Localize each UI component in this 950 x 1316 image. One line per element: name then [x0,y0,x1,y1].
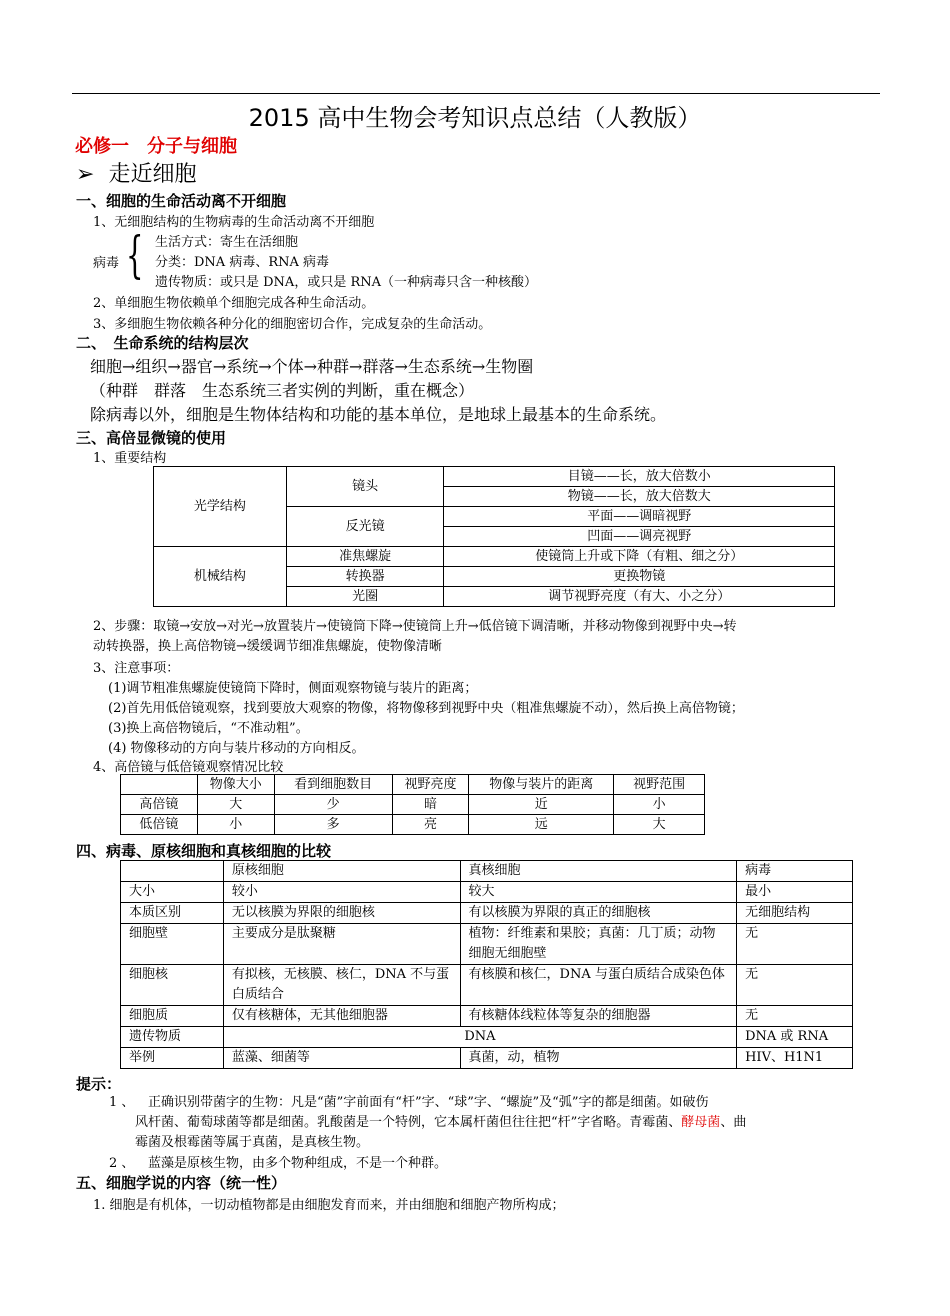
arrow-bullet-icon: ➢ [76,162,95,187]
nosepiece-desc-cell: 更换物镜 [444,567,835,587]
section-1-heading: 一、细胞的生命活动离不开细胞 [76,192,287,210]
section-5-heading: 五、细胞学说的内容（统一性） [76,1174,287,1192]
tip-2-line: 蓝藻是原核生物，由多个物种组成，不是一个种群。 [148,1156,448,1171]
table-row [121,924,853,965]
focus-knob-desc-cell: 使镜筒上升或下降（有粗、细之分） [444,547,835,567]
table-cell: 小 [197,815,274,835]
table-cell: 无 [737,1006,853,1027]
compare-header-distance: 物像与装片的距离 [469,775,614,795]
aperture-desc-cell: 调节视野亮度（有大、小之分） [444,587,835,607]
table-row [121,795,705,815]
table-row [121,1048,853,1069]
table-cell: 最小 [737,882,853,903]
table-cell: 真菌，动，植物 [460,1048,737,1069]
table-cell: 远 [469,815,614,835]
compare-header-image-size: 物像大小 [197,775,274,795]
table-row [121,965,853,1006]
row-label: 大小 [121,882,224,903]
cmp-header-blank [121,861,224,882]
magnification-compare-table [120,774,705,835]
focus-knob-cell: 准焦螺旋 [286,547,444,567]
concave-mirror-cell: 凹面——调亮视野 [444,527,835,547]
tip-1-line-2 [135,1111,746,1130]
table-cell: 无 [737,965,853,1006]
section-4-heading: 四、病毒、原核细胞和真核细胞的比较 [76,842,332,860]
table-cell: 有以核膜为界限的真正的细胞核 [460,903,737,924]
table-cell: 较小 [223,882,460,903]
note-4: (4) 物像移动的方向与装片移动的方向相反。 [108,741,365,756]
table-cell: 有核膜和核仁，DNA 与蛋白质结合成染色体 [460,965,737,1006]
section-2-heading: 二、 生命系统的结构层次 [76,334,249,352]
virus-line-1: 生活方式：寄生在活细胞 [155,235,299,250]
note-3: (3)换上高倍物镜后，“不准动粗”。 [108,721,309,736]
section-3-heading: 三、高倍显微镜的使用 [76,429,227,447]
table-row [121,815,705,835]
flat-mirror-cell: 平面——调暗视野 [444,507,835,527]
module-heading: 必修一 分子与细胞 [75,136,237,157]
section-3-p1: 1、重要结构 [93,451,167,466]
optical-structure-cell: 光学结构 [154,467,287,547]
curly-brace-icon: { [126,226,144,284]
steps-line-2: 动转换器，换上高倍物镜→缓缓调节细准焦螺旋，使物像清晰 [93,639,442,654]
table-cell: 较大 [460,882,737,903]
hierarchy-note: （种群 群落 生态系统三者实例的判断，重在概念） [90,381,475,400]
hierarchy-levels: 细胞→组织→器官→系统→个体→种群→群落→生态系统→生物圈 [90,357,534,376]
row-label-high: 高倍镜 [121,795,198,815]
table-cell: 仅有核糖体，无其他细胞器 [223,1006,460,1027]
yeast-highlight: 酵母菌 [681,1115,721,1130]
table-cell: 主要成分是肽聚糖 [223,924,460,965]
note-2: (2)首先用低倍镜观察，找到要放大观察的物像，将物像移到视野中央（粗准焦螺旋不动），然后换上高倍物镜； [108,701,744,716]
row-label: 本质区别 [121,903,224,924]
cmp-header-virus: 病毒 [737,861,853,882]
table-row [121,903,853,924]
cell-comparison-table [120,860,853,1069]
basic-unit-line: 除病毒以外，细胞是生物体结构和功能的基本单位，是地球上最基本的生命系统。 [90,405,667,424]
table-cell: DNA [223,1027,736,1048]
mirror-cell: 反光镜 [286,507,444,547]
eyepiece-cell: 目镜——长，放大倍数小 [444,467,835,487]
tip-1-line-2-tail: 、曲 [720,1115,747,1130]
table-row [121,1027,853,1048]
section-1-p1: 1、无细胞结构的生物病毒的生命活动离不开细胞 [93,215,375,230]
table-cell: 小 [614,795,705,815]
compare-header-brightness: 视野亮度 [392,775,469,795]
section-5-p1: 1. 细胞是有机体，一切动植物都是由细胞发育而来，并由细胞和细胞产物所构成； [93,1198,565,1213]
note-1: (1)调节粗准焦螺旋使镜筒下降时，侧面观察物镜与装片的距离； [108,681,478,696]
chapter-heading [76,157,196,188]
table-cell: 蓝藻、细菌等 [223,1048,460,1069]
document-title: 2015 高中生物会考知识点总结（人教版） [248,104,702,132]
tip-1-line-1: 正确识别带菌字的生物：凡是“菌”字前面有“杆”字、“球”字、“螺旋”及“弧”字的都是细菌。如破伤 [148,1095,709,1110]
table-cell: 大 [197,795,274,815]
table-cell: 无细胞结构 [737,903,853,924]
row-label: 细胞质 [121,1006,224,1027]
compare-header-blank [121,775,198,795]
row-label-low: 低倍镜 [121,815,198,835]
table-cell: 无以核膜为界限的细胞核 [223,903,460,924]
tip-2-number: 2 、 [109,1156,135,1171]
table-cell: 近 [469,795,614,815]
header-rule [72,93,880,94]
steps-line-1: 2、步骤：取镜→安放→对光→放置装片→使镜筒下降→使镜筒上升→低倍镜下调清晰，并移动物像到视野中央→转 [93,619,737,634]
cmp-header-eukaryote: 真核细胞 [460,861,737,882]
virus-label: 病毒 [93,256,120,271]
row-label: 遗传物质 [121,1027,224,1048]
table-cell: 暗 [392,795,469,815]
virus-line-2: 分类：DNA 病毒、RNA 病毒 [155,255,330,270]
section-3-p3: 3、注意事项： [93,661,180,676]
microscope-structure-table [153,466,835,607]
nosepiece-cell: 转换器 [286,567,444,587]
table-cell: 少 [274,795,392,815]
virus-line-3: 遗传物质：或只是 DNA，或只是 RNA（一种病毒只含一种核酸） [155,275,538,290]
table-cell: 大 [614,815,705,835]
tips-heading: 提示： [76,1075,122,1093]
aperture-cell: 光圈 [286,587,444,607]
section-1-p2: 2、单细胞生物依赖单个细胞完成各种生命活动。 [93,296,375,311]
table-cell: 有核糖体线粒体等复杂的细胞器 [460,1006,737,1027]
table-row [121,882,853,903]
table-cell: HIV、H1N1 [737,1048,853,1069]
compare-header-cell-count: 看到细胞数目 [274,775,392,795]
section-1-p3: 3、多细胞生物依赖各种分化的细胞密切合作，完成复杂的生命活动。 [93,317,492,332]
section-3-p4: 4、高倍镜与低倍镜观察情况比较 [93,760,284,775]
cmp-header-prokaryote: 原核细胞 [223,861,460,882]
tip-1-line-3: 霉菌及根霉菌等属于真菌，是真核生物。 [135,1135,370,1150]
table-cell: 植物：纤维素和果胶；真菌：几丁质；动物细胞无细胞壁 [460,924,737,965]
table-cell: 无 [737,924,853,965]
table-cell: 亮 [392,815,469,835]
chapter-title: 走近细胞 [108,162,197,187]
table-cell: 多 [274,815,392,835]
row-label: 细胞壁 [121,924,224,965]
table-cell: 有拟核，无核膜、核仁，DNA 不与蛋白质结合 [223,965,460,1006]
tip-1-number: 1 、 [109,1095,135,1110]
table-row [121,1006,853,1027]
lens-cell: 镜头 [286,467,444,507]
row-label: 细胞核 [121,965,224,1006]
tip-1-line-2-text: 风杆菌、葡萄球菌等都是细菌。乳酸菌是一个特例，它本属杆菌但往往把“杆”字省略。青霉菌、 [135,1115,682,1130]
table-cell: DNA 或 RNA [737,1027,853,1048]
mechanical-structure-cell: 机械结构 [154,547,287,607]
objective-cell: 物镜——长，放大倍数大 [444,487,835,507]
row-label: 举例 [121,1048,224,1069]
compare-header-field: 视野范围 [614,775,705,795]
